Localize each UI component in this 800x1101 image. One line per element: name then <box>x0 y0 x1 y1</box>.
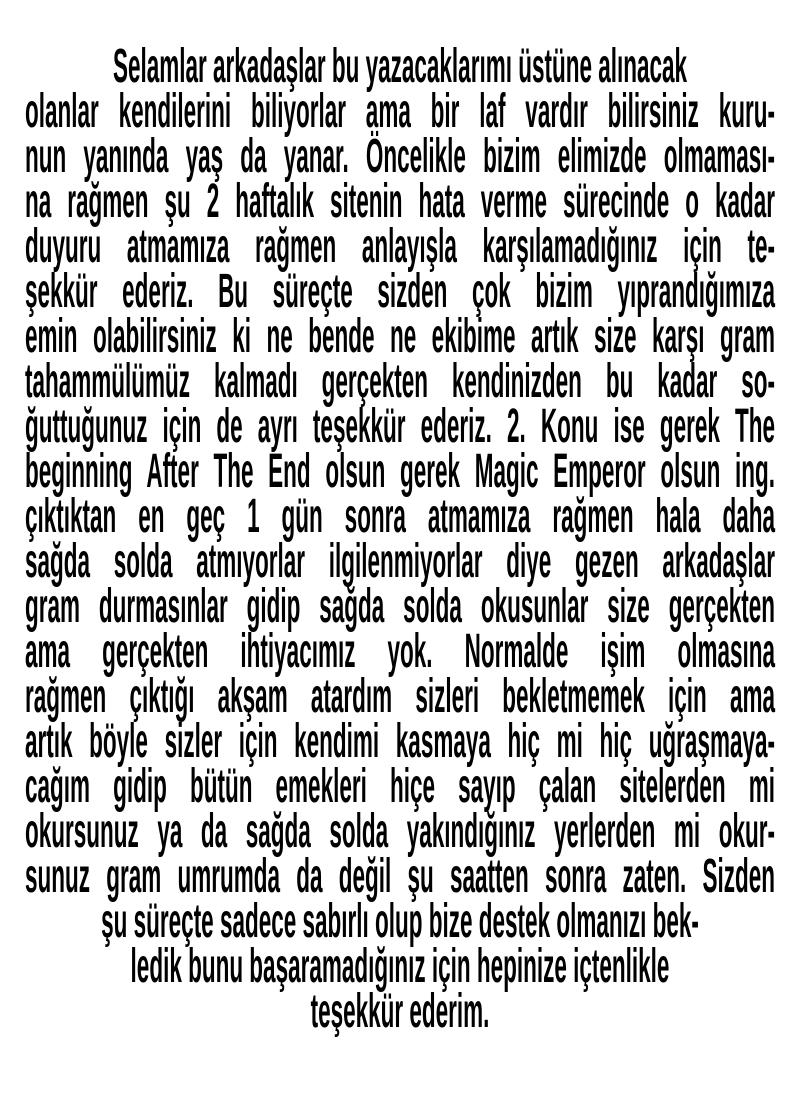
text-line: şu süreçte sadece sabırlı olup bize destek olmanızı bek- <box>101 895 699 948</box>
text-line: rağmen çıktığı akşam atardım sizleri bekletmemek için ama <box>25 670 775 723</box>
text-line: tahammülümüz kalmadı gerçekten kendinizden bu kadar so- <box>25 355 775 408</box>
text-column <box>25 0 775 1101</box>
text-line: duyuru atmamıza rağmen anlayışla karşılamadığınız için te- <box>25 220 775 273</box>
text-line: beginning After The End olsun gerek Magic Emperor olsun ing. <box>25 445 775 498</box>
text-line: ama gerçekten ihtiyacımız yok. Normalde işim olmasına <box>25 625 775 678</box>
text-line: teşekkür ederim. <box>310 985 490 1038</box>
text-line: okursunuz ya da sağda solda yakındığınız yerlerden mi okur- <box>25 805 775 858</box>
text-line: ğuttuğunuz için de ayrı teşekkür ederiz. 2. Konu ise gerek The <box>25 400 775 453</box>
text-line: cağım gidip bütün emekleri hiçe sayıp çalan sitelerden mi <box>25 760 775 813</box>
text-line: emin olabilirsiniz ki ne bende ne ekibime artık size karşı gram <box>25 310 775 363</box>
text-line: Selamlar arkadaşlar bu yazacaklarımı üstüne alınacak <box>112 40 688 93</box>
text-line: nun yanında yaş da yanar. Öncelikle bizim elimizde olmaması- <box>25 130 775 183</box>
text-line: na rağmen şu 2 haftalık sitenin hata verme sürecinde o kadar <box>25 175 775 228</box>
text-line: çıktıktan en geç 1 gün sonra atmamıza rağmen hala daha <box>25 490 775 543</box>
text-line: ledik bunu başaramadığınız için hepinize içtenlikle <box>130 940 670 993</box>
text-line: gram durmasınlar gidip sağda solda okusunlar size gerçekten <box>25 580 775 633</box>
announcement-paragraph <box>25 40 775 1038</box>
text-line: artık böyle sizler için kendimi kasmaya hiç mi hiç uğraşmaya- <box>25 715 775 768</box>
text-line: şekkür ederiz. Bu süreçte sizden çok bizim yıprandığımıza <box>25 265 775 318</box>
text-line: sağda solda atmıyorlar ilgilenmiyorlar diye gezen arkadaşlar <box>25 535 775 588</box>
text-line: sunuz gram umrumda da değil şu saatten sonra zaten. Sizden <box>25 850 775 903</box>
text-line: olanlar kendilerini biliyorlar ama bir laf vardır bilirsiniz kuru- <box>25 85 775 138</box>
